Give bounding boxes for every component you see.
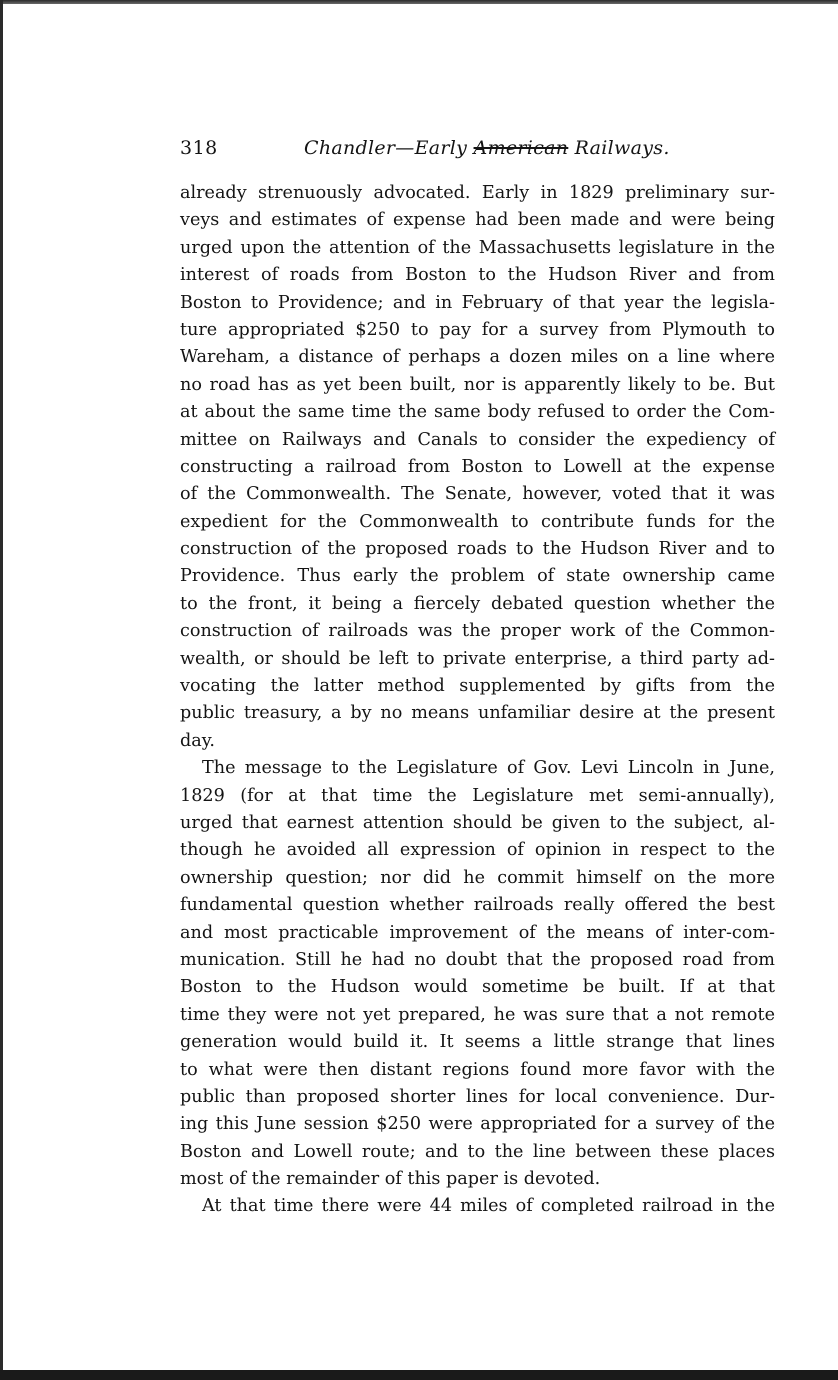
text-line: to the front, it being a fiercely debated question whether the	[180, 593, 775, 614]
text-line: interest of roads from Boston to the Hudson River and from	[180, 265, 775, 286]
scan-left-edge	[0, 0, 3, 1380]
text-line: Boston and Lowell route; and to the line between these places	[180, 1141, 775, 1162]
text-line: construction of the proposed roads to the Hudson River and to	[180, 539, 775, 560]
text-line: expedient for the Commonwealth to contribute funds for the	[180, 511, 775, 532]
text-line: munication. Still he had no doubt that the proposed road from	[180, 949, 775, 970]
text-line: Providence. Thus early the problem of state ownership came	[180, 566, 775, 587]
paragraph-start-line: At that time there were 44 miles of completed railroad in the	[202, 1196, 775, 1217]
page-number: 318	[180, 137, 218, 159]
text-line: to what were then distant regions found more favor with the	[180, 1059, 775, 1080]
text-line: ing this June session $250 were appropriated for a survey of the	[180, 1114, 775, 1135]
paragraph-end-line: day.	[180, 730, 215, 751]
running-title-end: Railways.	[568, 137, 670, 159]
scan-top-edge	[0, 0, 838, 4]
text-line: mittee on Railways and Canals to consider the expediency of	[180, 429, 775, 450]
text-line: public treasury, a by no means unfamiliar desire at the present	[180, 703, 775, 724]
text-line: ownership question; nor did he commit himself on the more	[180, 867, 775, 888]
text-line: Wareham, a distance of perhaps a dozen miles on a line where	[180, 347, 775, 368]
text-line: already strenuously advocated. Early in 1829 preliminary sur-	[180, 183, 775, 203]
text-line: public than proposed shorter lines for local convenience. Dur-	[180, 1086, 775, 1107]
text-line: generation would build it. It seems a little strange that lines	[180, 1032, 775, 1053]
running-header	[180, 133, 775, 163]
scan-bottom-edge	[0, 1370, 838, 1380]
text-line: and most practicable improvement of the means of inter-com-	[180, 922, 775, 943]
text-line: veys and estimates of expense had been made and were being	[180, 210, 775, 231]
text-line: no road has as yet been built, nor is apparently likely to be. But	[180, 374, 775, 395]
text-line: construction of railroads was the proper work of the Common-	[180, 621, 775, 642]
text-line: ture appropriated $250 to pay for a survey from Plymouth to	[180, 319, 775, 340]
text-line: Boston to Providence; and in February of that year the legisla-	[180, 292, 775, 313]
text-line: constructing a railroad from Boston to Lowell at the expense	[180, 456, 775, 477]
running-title-start: Chandler—Early	[304, 137, 474, 159]
paragraph-start-line: The message to the Legislature of Gov. Levi Lincoln in June,	[202, 758, 775, 779]
text-line: 1829 (for at that time the Legislature met semi-annually),	[180, 785, 775, 806]
text-line: urged that earnest attention should be given to the subject, al-	[180, 812, 775, 833]
running-title	[304, 133, 670, 163]
text-line: of the Commonwealth. The Senate, however, voted that it was	[180, 484, 775, 505]
text-line: urged upon the attention of the Massachusetts legislature in the	[180, 237, 775, 258]
body-text	[180, 180, 775, 1221]
text-line: at about the same time the same body refused to order the Com-	[180, 402, 775, 423]
text-line: Boston to the Hudson would sometime be built. If at that	[180, 977, 775, 998]
text-line: though he avoided all expression of opinion in respect to the	[180, 840, 775, 861]
text-line: fundamental question whether railroads really offered the best	[180, 895, 775, 916]
text-line: vocating the latter method supplemented by gifts from the	[180, 676, 775, 697]
running-title-struck-word: American	[473, 137, 569, 159]
paragraph-end-line: most of the remainder of this paper is devoted.	[180, 1169, 601, 1190]
text-line: wealth, or should be left to private enterprise, a third party ad-	[180, 648, 775, 669]
text-line: time they were not yet prepared, he was sure that a not remote	[180, 1004, 775, 1025]
